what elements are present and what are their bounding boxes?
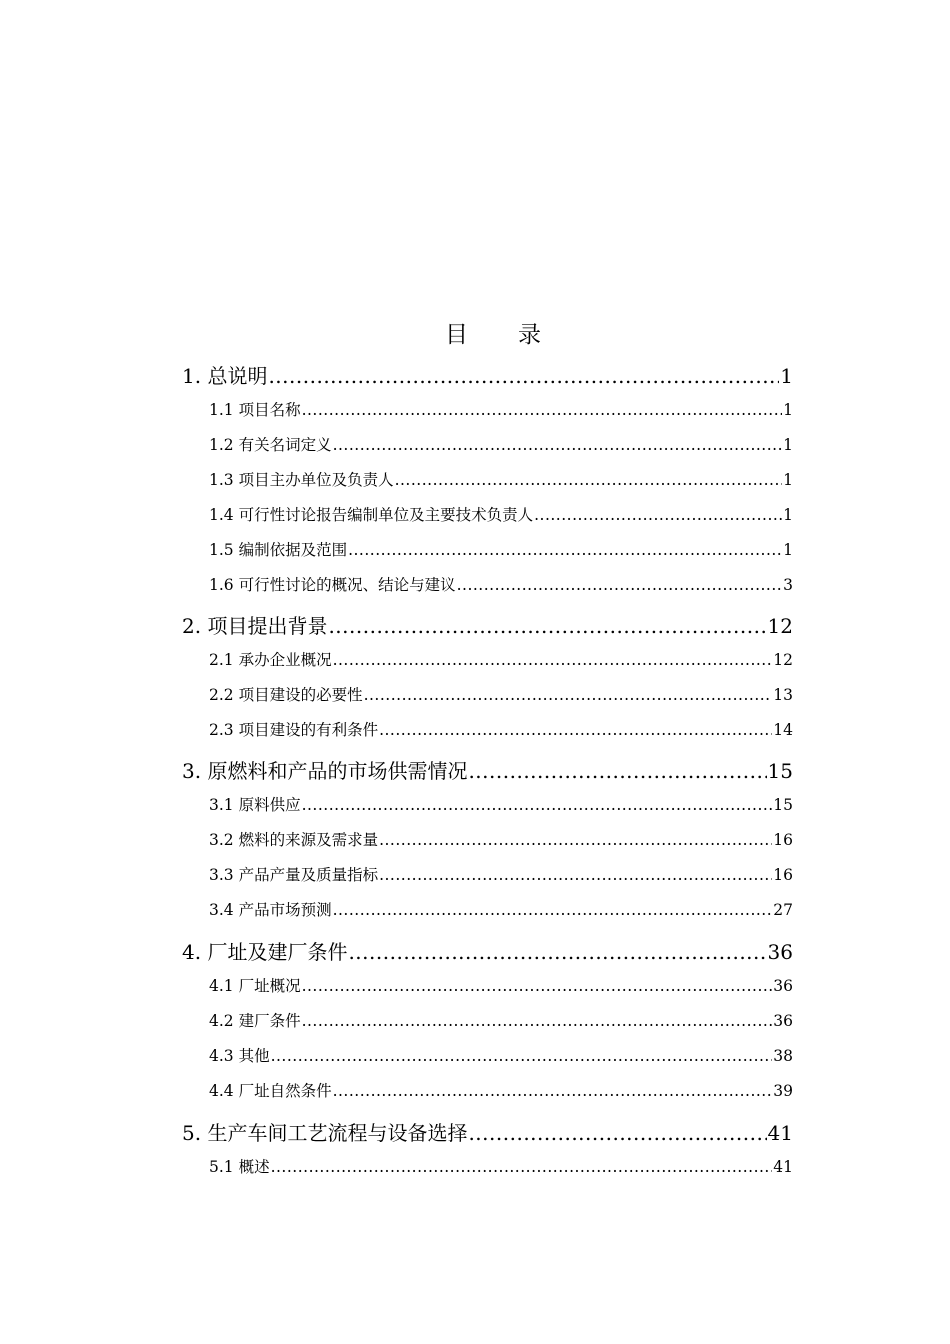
toc-section-entry[interactable] [209,898,793,920]
toc-entry-page: 15 [773,796,793,814]
toc-entry-label: 1.3 项目主办单位及负责人 [209,471,394,489]
toc-dot-leader [468,759,766,783]
toc-section-entry[interactable] [209,793,793,815]
toc-entry-label: 4.3 其他 [209,1047,270,1065]
toc-entry-page: 1 [783,506,793,524]
toc-entry-label: 1.1 项目名称 [209,401,301,419]
toc-section-entry[interactable] [209,398,793,420]
toc-entry-label: 3.4 产品市场预测 [209,901,332,919]
toc-section-entry[interactable] [209,468,793,490]
toc-entry-label: 4.4 厂址自然条件 [209,1082,332,1100]
toc-dot-leader [268,364,779,388]
toc-chapter-entry[interactable] [182,936,793,965]
toc-dot-leader [534,506,782,524]
toc-entry-page: 16 [773,866,793,884]
toc-entry-page: 27 [773,901,793,919]
toc-entry-label: 2.2 项目建设的必要性 [209,686,363,704]
toc-section-entry[interactable] [209,648,793,670]
toc-entry-label: 2.1 承办企业概况 [209,651,332,669]
toc-section-entry[interactable] [209,538,793,560]
toc-entry-label: 1.4 可行性讨论报告编制单位及主要技术负责人 [209,506,534,524]
toc-section-entry[interactable] [209,828,793,850]
toc-dot-leader [468,1121,766,1145]
toc-section-entry[interactable] [209,1155,793,1177]
toc-entry-label: 4.2 建厂条件 [209,1012,301,1030]
toc-section-entry[interactable] [209,1079,793,1101]
toc-entry-page: 15 [767,759,793,783]
toc-entry-label: 1.6 可行性讨论的概况、结论与建议 [209,576,456,594]
toc-section-entry[interactable] [209,503,793,525]
toc-entry-page: 1 [780,364,793,388]
toc-chapter-entry[interactable] [182,755,793,784]
toc-dot-leader [271,1047,773,1065]
toc-section-entry[interactable] [209,718,793,740]
toc-dot-leader [395,471,783,489]
toc-chapter-entry[interactable] [182,360,793,389]
toc-entry-page: 16 [773,831,793,849]
toc-entry-label: 4.1 厂址概况 [209,977,301,995]
toc-entry-page: 1 [783,436,793,454]
toc-entry-page: 3 [783,576,793,594]
toc-entry-page: 1 [783,471,793,489]
toc-dot-leader [333,651,773,669]
toc-entry-page: 41 [767,1121,793,1145]
toc-chapter-entry[interactable] [182,1117,793,1146]
toc-title [0,316,950,349]
toc-entry-page: 38 [773,1047,793,1065]
toc-section-entry[interactable] [209,863,793,885]
toc-entry-page: 1 [783,541,793,559]
toc-entry-label: 1.5 编制依据及范围 [209,541,348,559]
toc-entry-label: 2. 项目提出背景 [182,614,328,638]
toc-entry-label: 3.2 燃料的来源及需求量 [209,831,379,849]
toc-section-entry[interactable] [209,974,793,996]
toc-title-char-2: 录 [518,322,541,348]
toc-dot-leader [364,686,773,704]
toc-entry-page: 12 [773,651,793,669]
toc-entry-label: 4. 厂址及建厂条件 [182,940,348,964]
toc-dot-leader [333,901,773,919]
toc-entry-page: 13 [773,686,793,704]
toc-dot-leader [302,1012,773,1030]
toc-dot-leader [333,436,783,454]
toc-dot-leader [333,1082,773,1100]
toc-entry-page: 14 [773,721,793,739]
toc-section-entry[interactable] [209,1009,793,1031]
toc-title-char-1: 目 [445,322,468,348]
toc-entry-page: 36 [773,1012,793,1030]
toc-dot-leader [379,721,772,739]
toc-entry-page: 41 [773,1158,793,1176]
toc-dot-leader [348,940,766,964]
toc-dot-leader [348,541,782,559]
toc-dot-leader [328,614,766,638]
toc-entry-page: 36 [773,977,793,995]
toc-entry-label: 1. 总说明 [182,364,268,388]
toc-dot-leader [379,866,772,884]
toc-entry-page: 36 [767,940,793,964]
toc-dot-leader [302,977,773,995]
toc-section-entry[interactable] [209,1044,793,1066]
toc-section-entry[interactable] [209,573,793,595]
toc-dot-leader [379,831,772,849]
toc-chapter-entry[interactable] [182,610,793,639]
toc-entry-page: 39 [773,1082,793,1100]
toc-entry-label: 3.3 产品产量及质量指标 [209,866,379,884]
toc-entry-label: 5.1 概述 [209,1158,270,1176]
toc-entry-label: 2.3 项目建设的有利条件 [209,721,379,739]
toc-section-entry[interactable] [209,683,793,705]
toc-entry-page: 12 [767,614,793,638]
toc-section-entry[interactable] [209,433,793,455]
toc-entry-label: 1.2 有关名词定义 [209,436,332,454]
toc-dot-leader [302,796,773,814]
toc-entry-label: 3.1 原料供应 [209,796,301,814]
toc-dot-leader [271,1158,773,1176]
toc-dot-leader [457,576,783,594]
toc-entry-label: 3. 原燃料和产品的市场供需情况 [182,759,468,783]
toc-dot-leader [302,401,783,419]
toc-entry-page: 1 [783,401,793,419]
toc-entry-label: 5. 生产车间工艺流程与设备选择 [182,1121,468,1145]
